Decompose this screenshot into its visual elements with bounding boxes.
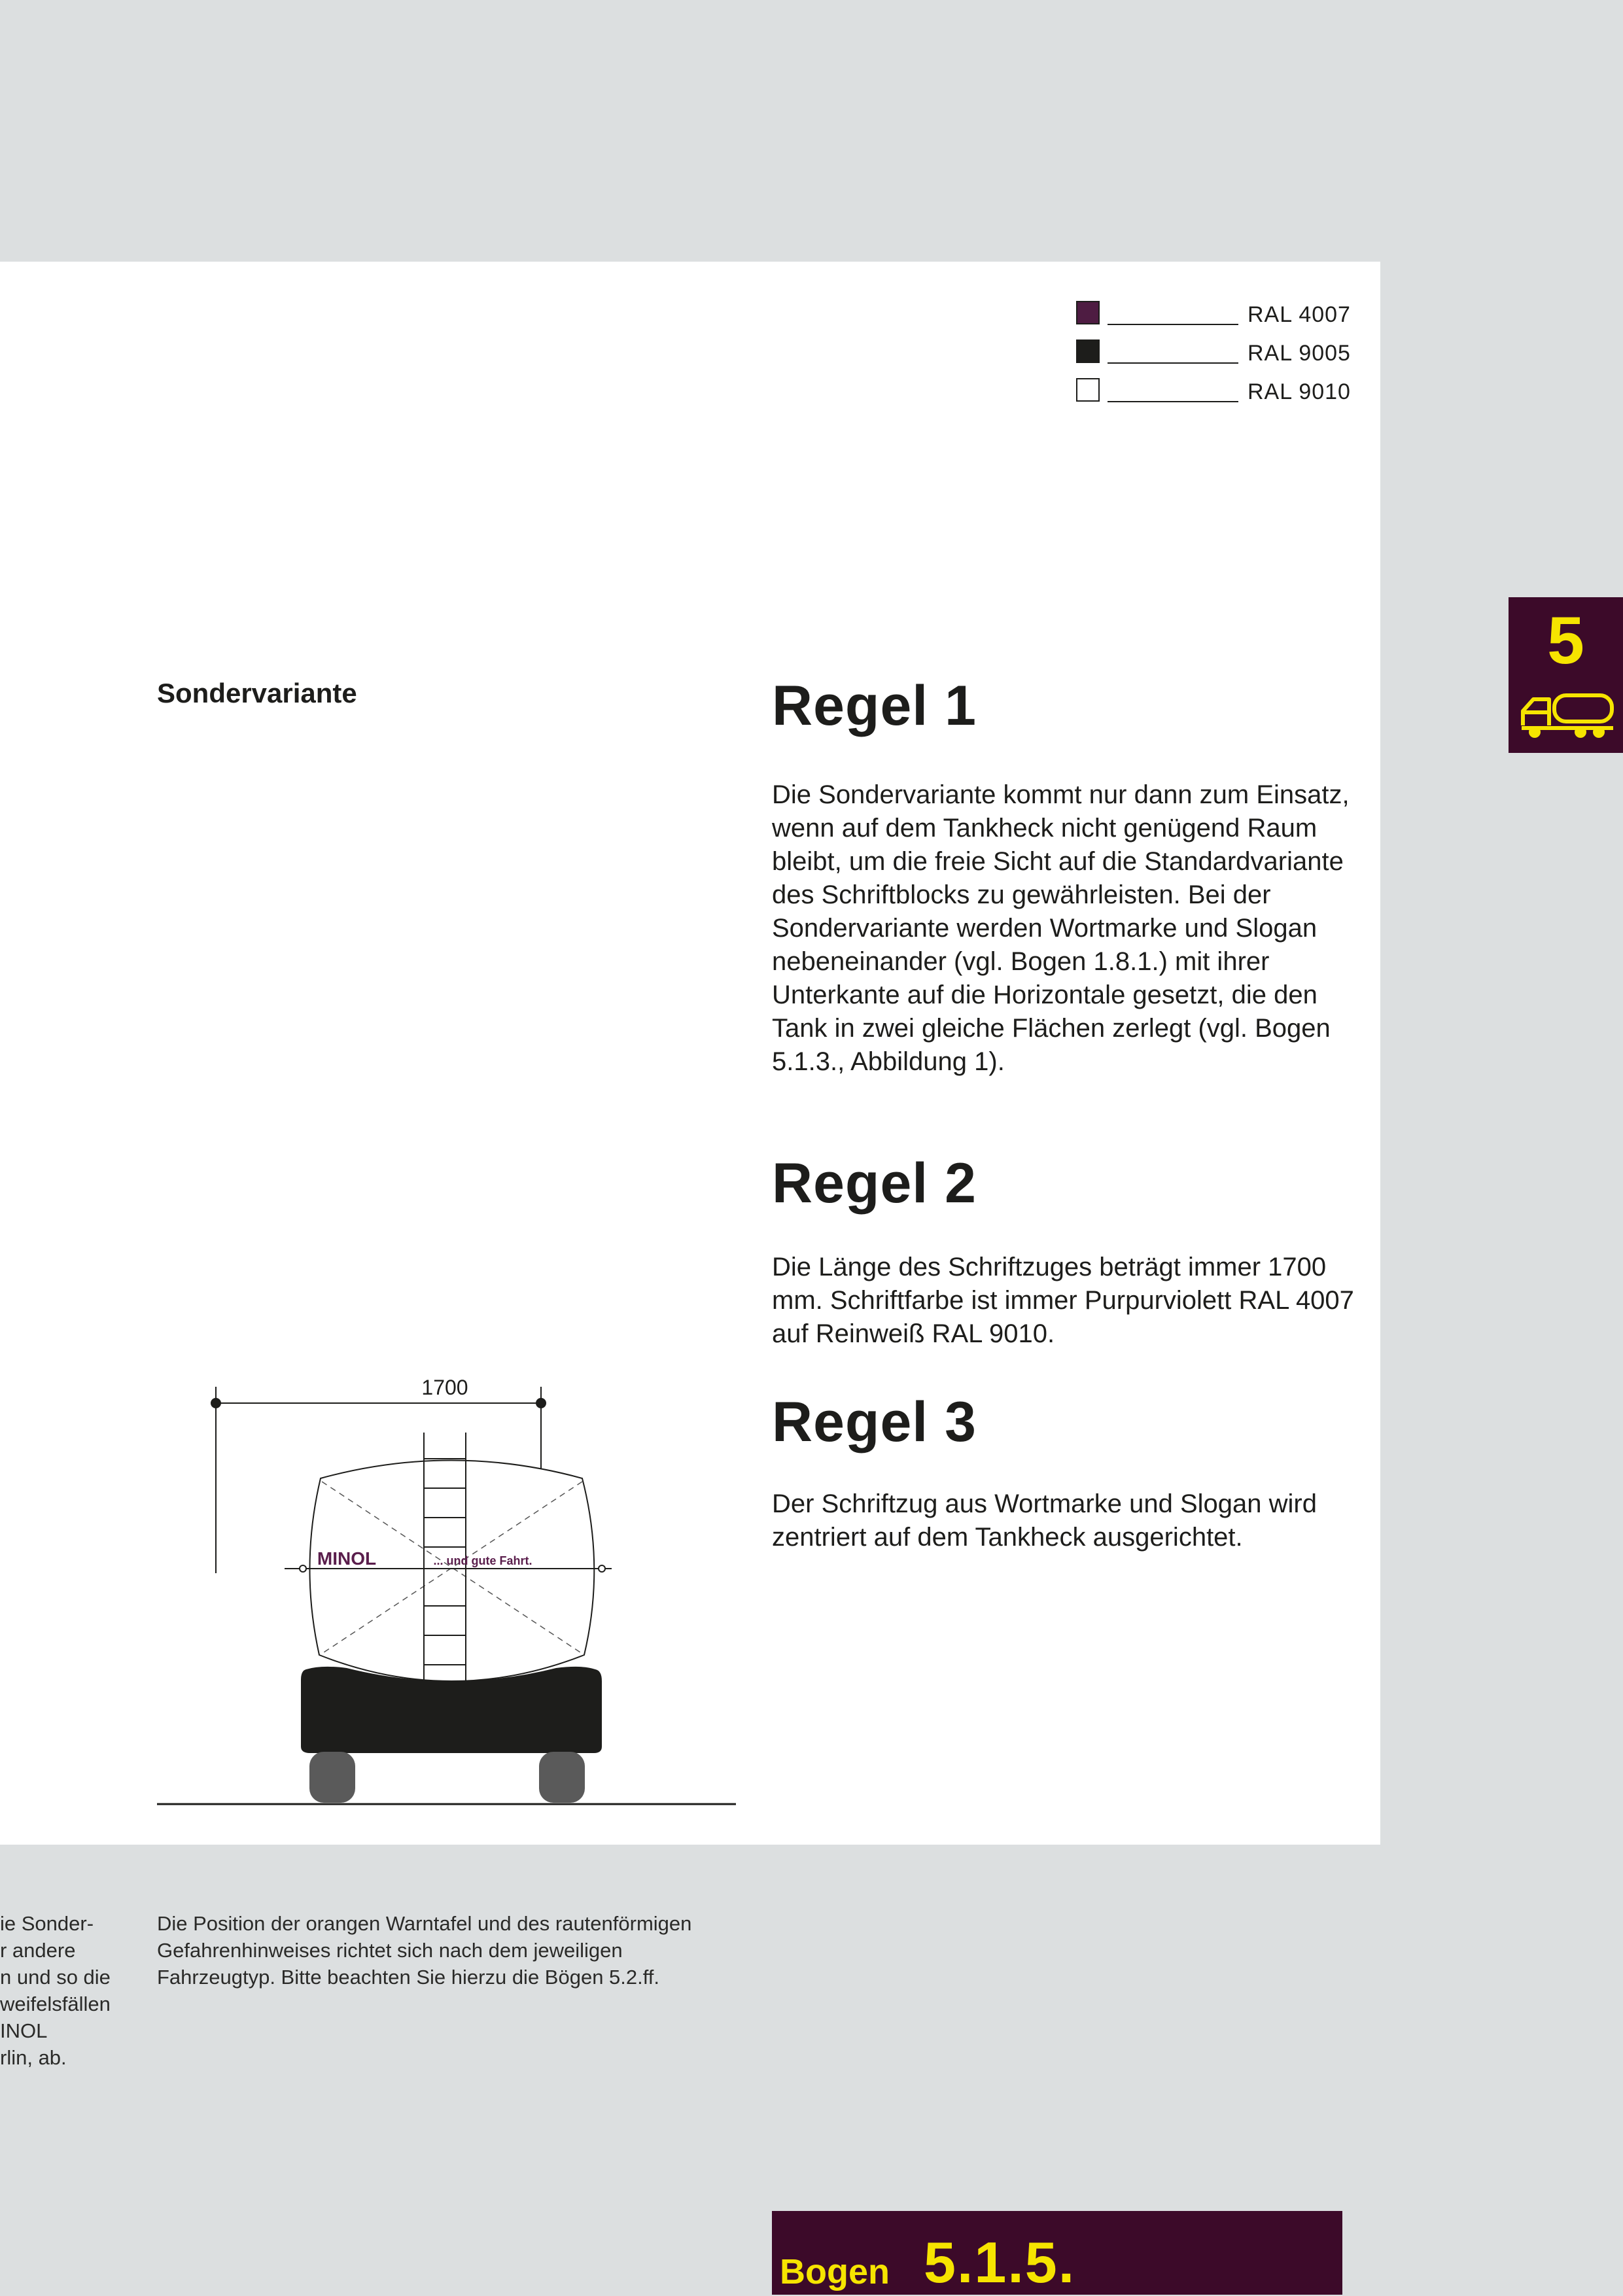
legend-label: RAL 9010 <box>1248 379 1351 404</box>
legend-leader-line <box>1108 324 1238 325</box>
bogen-number: 5.1.5. <box>924 2230 1076 2295</box>
bogen-banner <box>772 2211 1342 2295</box>
rule-3-title: Regel 3 <box>772 1391 977 1453</box>
chapter-number: 5 <box>1547 603 1584 678</box>
legend-row-ral-4007 <box>1076 300 1351 338</box>
legend-label: RAL 9005 <box>1248 341 1351 366</box>
rule-1-title: Regel 1 <box>772 674 977 737</box>
tank-truck-icon <box>1518 687 1617 740</box>
axis-marker <box>300 1565 306 1572</box>
swatch-ral-4007 <box>1076 301 1100 324</box>
rule-2-title: Regel 2 <box>772 1152 977 1215</box>
legend-leader-line <box>1108 401 1238 402</box>
tank-outline <box>309 1461 594 1682</box>
legend-leader-line <box>1108 362 1238 364</box>
color-legend <box>1076 300 1351 415</box>
rule-3-body: Der Schriftzug aus Wortmarke und Slogan wird zentriert auf dem Tankheck ausgerichtet. <box>772 1489 1317 1552</box>
footnote-cut-off: ie Sonder- r andere n und so die weifelsfällen INOL rlin, ab. <box>0 1912 111 2069</box>
tank-slogan: ... und gute Fahrt. <box>433 1554 532 1567</box>
tank-wordmark: MINOL <box>317 1548 377 1569</box>
chapter-tab <box>1509 597 1623 753</box>
swatch-ral-9010 <box>1076 378 1100 402</box>
swatch-ral-9005 <box>1076 339 1100 363</box>
axis-marker <box>599 1565 605 1572</box>
dimension-label: 1700 <box>421 1376 468 1399</box>
left-wheel <box>309 1752 355 1803</box>
section-heading: Sondervariante <box>157 678 357 708</box>
rule-1-body: Die Sondervariante kommt nur dann zum Einsatz, wenn auf dem Tankheck nicht genügend Raum bleibt, um die freie Sicht auf die Standardvariante des Schriftblocks zu gewährleisten. Bei der Sondervariante werden Wortmarke und Slogan nebeneinander (vgl. Bogen 1.8.1.) mit ihrer Unterkante auf die Horizontale gesetzt, die den Tank in zwei gleiche Flächen zerlegt (vgl. Bogen 5.1.3., Abbildung 1). <box>772 780 1350 1076</box>
legend-row-ral-9010 <box>1076 377 1351 415</box>
tank-rear-drawing <box>150 1361 739 1818</box>
legend-row-ral-9005 <box>1076 338 1351 377</box>
rule-2-body: Die Länge des Schriftzuges beträgt immer 1700 mm. Schriftfarbe ist immer Purpurviolett RAL 4007 auf Reinweiß RAL 9010. <box>772 1253 1354 1348</box>
bogen-label: Bogen <box>780 2252 890 2291</box>
footnote-main: Die Position der orangen Warntafel und des rautenförmigen Gefahrenhinweises richtet sich nach dem jeweiligen Fahrzeugtyp. Bitte beachten Sie hierzu die Bögen 5.2.ff. <box>157 1912 692 1989</box>
right-wheel <box>539 1752 585 1803</box>
legend-label: RAL 4007 <box>1248 302 1351 327</box>
